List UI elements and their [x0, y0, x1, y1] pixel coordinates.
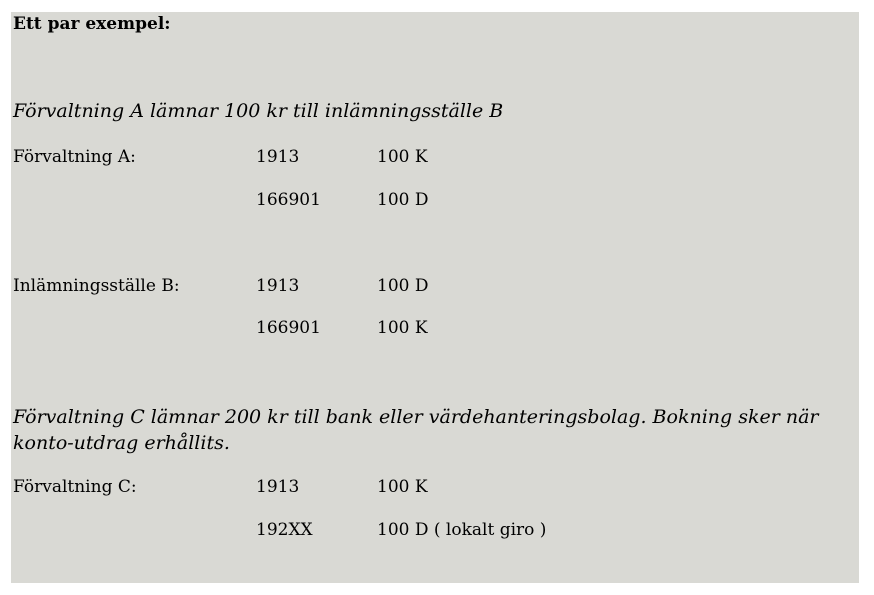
row-account: 1913: [256, 276, 300, 296]
row-account: 1913: [256, 477, 300, 497]
row-label: Förvaltning A:: [13, 147, 136, 167]
example-2-title: Förvaltning C lämnar 200 kr till bank eller värdehanteringsbolag. Bokning sker när konto-utdrag erhållits.: [13, 406, 819, 454]
row-entry: 100 D: [377, 190, 429, 210]
row-account: 166901: [256, 318, 321, 338]
row-label: Inlämningsställe B:: [13, 276, 180, 296]
row-entry: 100 K: [377, 318, 428, 338]
examples-panel: [11, 12, 859, 583]
section-heading: Ett par exempel:: [13, 14, 171, 34]
example-1-title: Förvaltning A lämnar 100 kr till inlämningsställe B: [13, 100, 504, 122]
row-entry: 100 D ( lokalt giro ): [377, 520, 547, 540]
row-account: 166901: [256, 190, 321, 210]
row-label: Förvaltning C:: [13, 477, 137, 497]
row-entry: 100 D: [377, 276, 429, 296]
row-entry: 100 K: [377, 477, 428, 497]
row-entry: 100 K: [377, 147, 428, 167]
row-account: 192XX: [256, 520, 313, 540]
row-account: 1913: [256, 147, 300, 167]
